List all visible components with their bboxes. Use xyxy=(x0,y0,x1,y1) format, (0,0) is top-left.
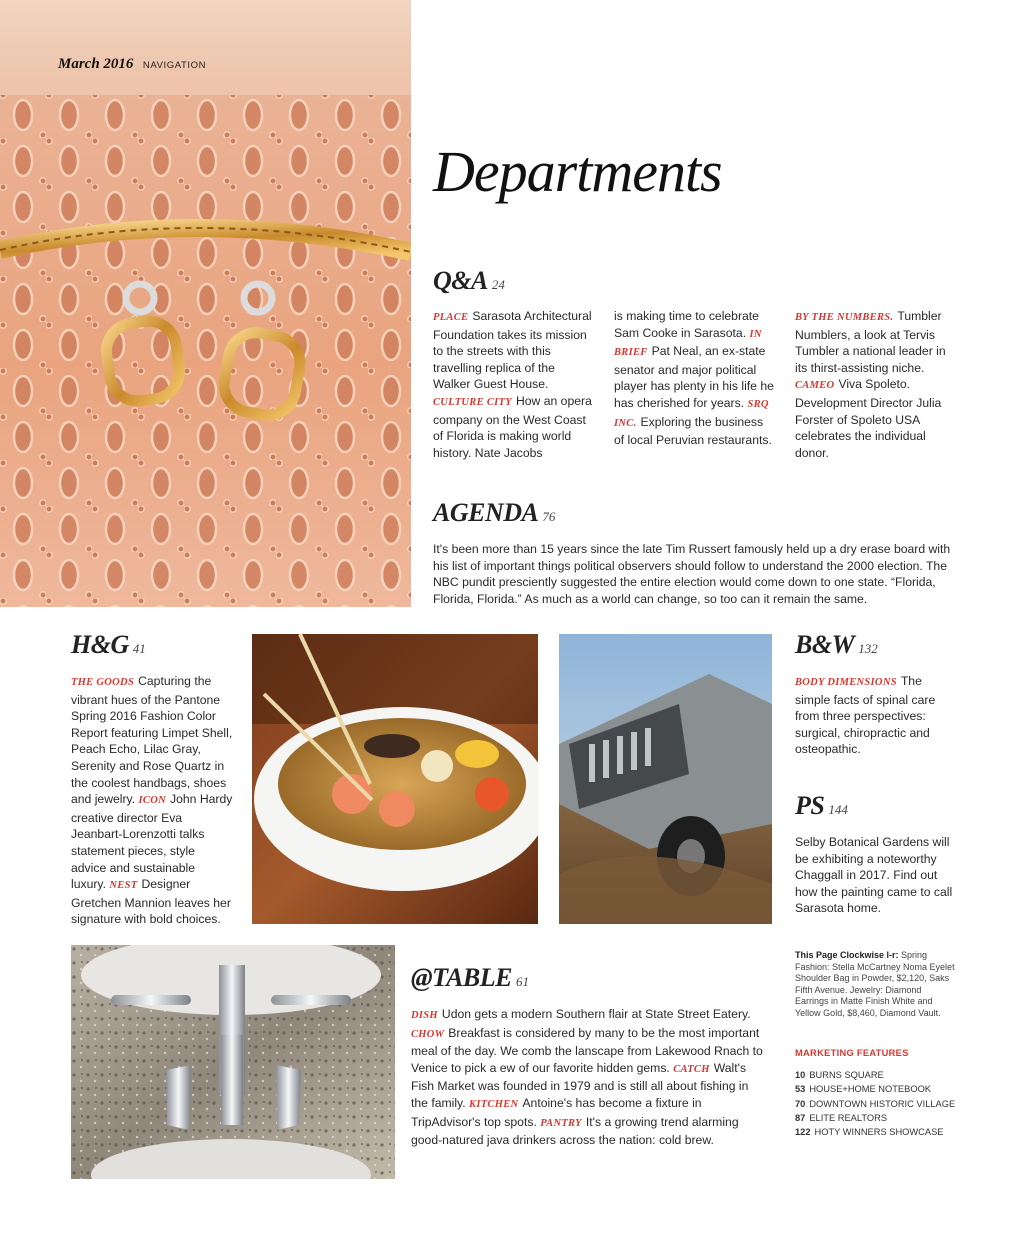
marketing-item-label: ELITE REALTORS xyxy=(809,1112,888,1123)
ps-title: PS xyxy=(795,791,825,820)
qa-column-1 xyxy=(433,308,593,461)
marketing-item-page: 122 xyxy=(795,1127,811,1138)
section-label: NAVIGATION xyxy=(142,60,207,71)
marketing-item xyxy=(795,1097,995,1111)
marketing-item-page: 53 xyxy=(795,1084,806,1095)
qa-title: Q&A xyxy=(433,266,488,295)
marketing-item-label: DOWNTOWN HISTORIC VILLAGE xyxy=(809,1098,956,1109)
qa-kicker: PLACE xyxy=(433,312,469,323)
agenda-page: 76 xyxy=(542,509,556,524)
marketing-item xyxy=(795,1082,995,1096)
marketing-features-list xyxy=(795,1068,995,1139)
qa-text: Pat Neal, an ex-state senator and major political player has plenty in his life he has cherished for years. xyxy=(614,344,774,410)
table-item-text: It's a growing trend alarming good-natured java drinkers across the nation: cold brew. xyxy=(411,1114,739,1148)
agenda-title: AGENDA xyxy=(433,498,539,527)
udon-bowl-photo xyxy=(252,634,538,924)
table-item-text: Breakfast is considered by many to be the most important meal of the day. We comb the lanscape from Lakewood Rnach to Venice to pick a ew of our favorite hidden gems. xyxy=(411,1025,763,1075)
bw-item-text: The simple facts of spinal care from three perspectives: surgical, chiropractic and osteopathic. xyxy=(795,674,936,757)
table-kicker: KITCHEN xyxy=(469,1098,519,1110)
table-text xyxy=(411,1006,766,1149)
marketing-item-label: HOUSE+HOME NOTEBOOK xyxy=(809,1084,931,1095)
qa-text: Viva Spoleto. Development Director Julia Forster of Spoleto USA celebrates the individual donor. xyxy=(795,377,942,460)
qa-kicker: SRQ INC. xyxy=(614,398,769,429)
qa-kicker: CAMEO xyxy=(795,380,835,392)
qa-kicker: BY THE NUMBERS. xyxy=(795,312,894,323)
hg-kicker: ICON xyxy=(138,795,166,807)
qa-column-2 xyxy=(614,308,774,449)
table-kicker: CHOW xyxy=(411,1028,445,1040)
marketing-item xyxy=(795,1125,995,1139)
photo-caption xyxy=(795,950,955,1019)
issue-header xyxy=(58,55,206,73)
issue-date: March 2016 xyxy=(58,56,134,72)
ps-heading xyxy=(795,791,848,821)
hg-item-text: Designer Gretchen Mannion leaves her signature with bold choices. xyxy=(71,877,231,927)
marketing-item-page: 87 xyxy=(795,1112,806,1123)
bw-page: 132 xyxy=(858,641,878,656)
marketing-item-label: BURNS SQUARE xyxy=(809,1070,884,1080)
hg-item-text: John Hardy creative director Eva Jeanbart-Lorenzotti talks statement pieces, style advice and sustainable luxury. xyxy=(71,792,233,892)
table-item-text: Antoine's has become a fixture in TripAdvisor's top spots. xyxy=(411,1095,702,1129)
marketing-item xyxy=(795,1111,995,1125)
marketing-item-label: HOTY WINNERS SHOWCASE xyxy=(814,1127,944,1138)
qa-kicker: IN BRIEF xyxy=(614,328,762,359)
qa-text: is making time to celebrate Sam Cooke in Sarasota. xyxy=(614,309,759,340)
table-kicker: CATCH xyxy=(673,1063,710,1075)
caption-lead: This Page Clockwise l-r: xyxy=(795,950,899,960)
qa-kicker: CULTURE CITY xyxy=(433,396,512,408)
suv-offroad-photo xyxy=(559,634,772,924)
bathroom-faucet-photo xyxy=(71,945,395,1179)
page-title: Departments xyxy=(433,139,722,204)
earrings-on-fabric-photo xyxy=(0,0,411,607)
table-item-text: Walt's Fish Market was founded in 1979 and is still all about fishing in the family. xyxy=(411,1060,749,1110)
qa-page: 24 xyxy=(491,277,505,292)
marketing-features-title: MARKETING FEATURES xyxy=(795,1048,909,1058)
hg-kicker: THE GOODS xyxy=(71,677,135,688)
hg-page: 41 xyxy=(132,641,146,656)
agenda-heading xyxy=(433,498,555,528)
table-kicker: DISH xyxy=(411,1010,438,1021)
ps-page: 144 xyxy=(828,802,848,817)
bw-text xyxy=(795,673,945,758)
table-heading xyxy=(411,963,529,993)
table-item-text: Udon gets a modern Southern flair at State Street Eatery. xyxy=(441,1007,751,1021)
ps-text: Selby Botanical Gardens will be exhibiting a noteworthy Chaggall in 2017. Find out how the painting came to call Sarasota home. xyxy=(795,835,953,916)
qa-column-3 xyxy=(795,308,955,461)
hg-item-text: Capturing the vibrant hues of the Pantone Spring 2016 Fashion Color Report featuring Limpet Shell, Peach Echo, Lilac Gray, Serenity and Rose Quartz in the coolest handbags, shoes and jewelry. xyxy=(71,674,233,807)
table-page: 61 xyxy=(516,974,529,989)
hg-kicker: NEST xyxy=(109,880,138,892)
marketing-item xyxy=(795,1068,995,1082)
hg-text xyxy=(71,673,233,928)
caption-text: Spring Fashion: Stella McCartney Noma Eyelet Shoulder Bag in Powder, $2,120, Saks Fifth Avenue. Jewelry: Diamond Earrings in Matte Finish White and Yellow Gold, $8,460, Diamond Vault. xyxy=(795,950,955,1018)
qa-text: Sarasota Architectural Foundation takes its mission to the streets with this travelling replica of the Walker Guest House. xyxy=(433,309,592,392)
qa-heading xyxy=(433,266,505,296)
table-title: @TABLE xyxy=(411,963,512,992)
marketing-item-page: 70 xyxy=(795,1098,806,1109)
bw-kicker: BODY DIMENSIONS xyxy=(795,677,897,688)
bw-heading xyxy=(795,630,878,660)
qa-text: How an opera company on the West Coast of Florida is making world history. Nate Jacobs xyxy=(433,393,592,460)
hg-heading xyxy=(71,630,146,660)
hg-title: H&G xyxy=(71,630,129,659)
qa-text: Tumbler Numblers, a look at Tervis Tumbler a national leader in its thirst-assisting niche. xyxy=(795,309,946,375)
bw-title: B&W xyxy=(795,630,855,659)
agenda-text: It's been more than 15 years since the late Tim Russert famously held up a dry erase board with his list of important things political observers should follow to understand the 2000 election. The NBC pundit presciently suggested the entire election would come down to one state. “Florida, Florida, Florida.” As much as a world can change, so too can it remain the same. xyxy=(433,542,951,606)
qa-text: Exploring the business of local Peruvian restaurants. xyxy=(614,414,772,448)
marketing-item-page: 10 xyxy=(795,1070,806,1080)
table-kicker: PANTRY xyxy=(540,1117,582,1129)
